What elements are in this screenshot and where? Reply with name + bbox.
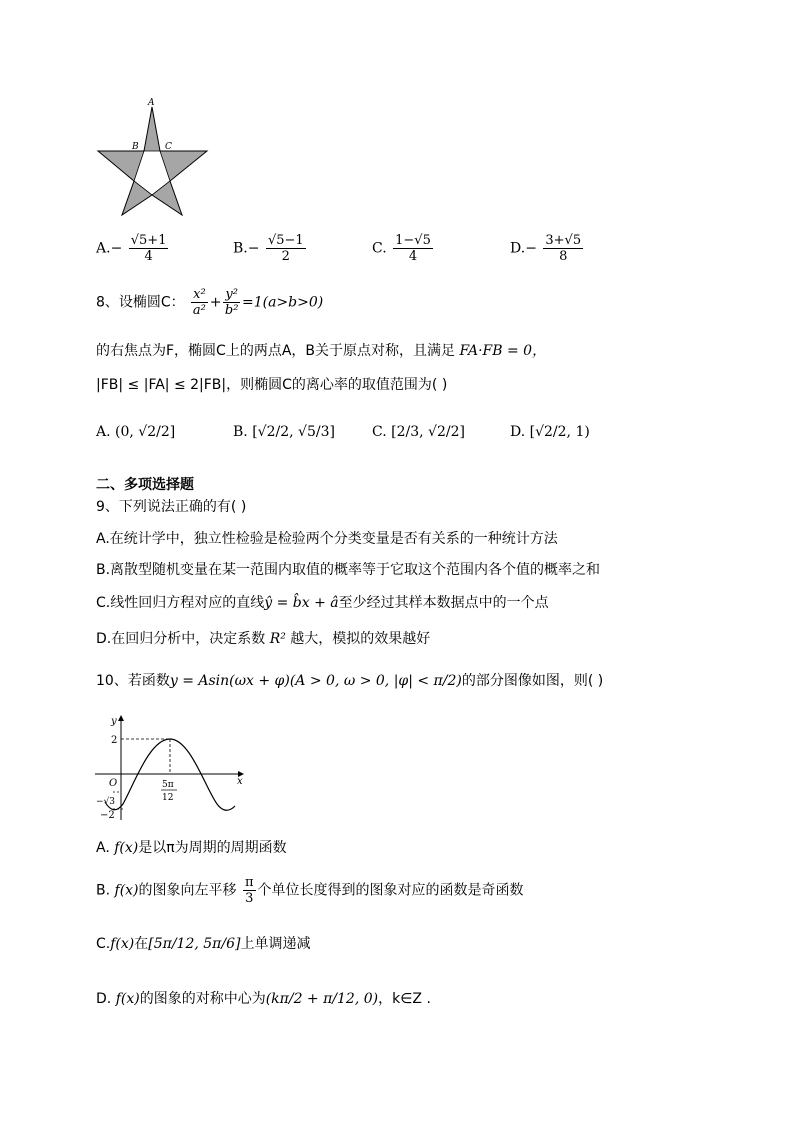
q10-stem: 10、若函数y = Asin(ωx + φ)(A > 0, ω > 0, |φ| < π/2)的部分图像如图，则( )	[96, 673, 604, 689]
sine-graph	[95, 712, 250, 822]
q8-option-b: B. [√2/2, √5/3]	[233, 424, 335, 440]
q9-option-b: B.离散型随机变量在某一范围内取值的概率等于它取这个范围内各个值的概率之和	[96, 562, 601, 578]
q8-option-d: D. [√2/2, 1)	[510, 424, 590, 440]
q8-stem: 8、设椭圆C： $\frac{\text{x²}}{\text{a²}}$ + $\frac{\text{y²}}{\text{b²}}$ =1(a>b>0)	[96, 287, 324, 318]
star-figure	[90, 95, 215, 220]
label-c: C	[165, 142, 172, 152]
q10-option-a: A. f(x)是以π为周期的周期函数	[96, 840, 287, 856]
q7-option-a: A.− $\frac{√5+1}{4}$	[96, 233, 167, 264]
tick-y-2: 2	[111, 735, 118, 746]
q7-option-c: C. $\frac{1-√5}{4}$	[372, 233, 431, 264]
q8-line2: 的右焦点为F，椭圆C上的两点A，B关于原点对称，且满足 FA·FB = 0，	[96, 343, 547, 359]
q10-option-b: B. f(x)的图象向左平移 $\frac{\pi}{3}$ 个单位长度得到的图象对应的函数是奇函数	[96, 875, 524, 906]
tick-x-den: 12	[162, 793, 174, 803]
tick-y-neg-root3: −√3	[96, 797, 116, 807]
q8-line3: |FB| ≤ |FA| ≤ 2|FB|，则椭圆C的离心率的取值范围为( )	[96, 377, 448, 393]
q9-stem: 9、下列说法正确的有( )	[96, 499, 247, 515]
q7-option-d: D.− $\frac{3+√5}{8}$	[510, 233, 582, 264]
q8-option-a: A. (0, √2/2]	[96, 424, 176, 440]
tick-y-neg2: −2	[100, 810, 115, 821]
section-title: 二、多项选择题	[96, 477, 194, 493]
origin-label: O	[109, 778, 118, 789]
tick-x-num: 5π	[162, 780, 174, 790]
q9-option-d: D.在回归分析中，决定系数 R² 越大，模拟的效果越好	[96, 631, 431, 647]
label-b: B	[132, 142, 139, 152]
q9-option-c: C.线性回归方程对应的直线ŷ = b̂x + â至少经过其样本数据点中的一个点	[96, 595, 549, 611]
q10-option-c: C.f(x)在[5π/12, 5π/6]上单调递减	[96, 936, 311, 952]
q10-option-d: D. f(x)的图象的对称中心为(kπ/2 + π/12, 0)，k∈Z .	[96, 991, 431, 1007]
x-axis-label: x	[237, 776, 243, 787]
q9-option-a: A.在统计学中，独立性检验是检验两个分类变量是否有关系的一种统计方法	[96, 531, 558, 547]
label-a: A	[148, 98, 155, 108]
q7-option-b: B.− $\frac{√5-1}{2}$	[233, 233, 304, 264]
q8-option-c: C. [2/3, √2/2]	[372, 424, 465, 440]
y-axis-label: y	[111, 716, 117, 727]
